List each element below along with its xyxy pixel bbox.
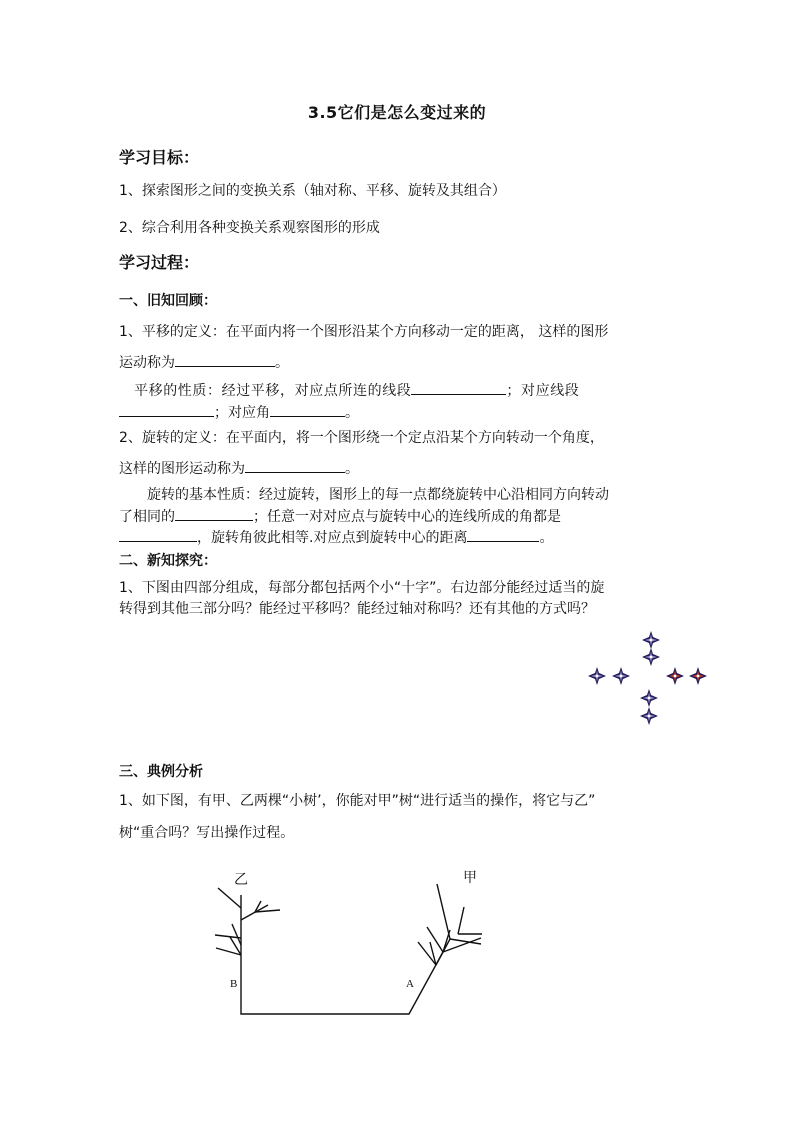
tree-jia xyxy=(418,884,482,965)
explore-heading: 二、新知探究： xyxy=(119,553,217,569)
process-heading: 学习过程： xyxy=(119,253,200,272)
example-heading: 三、典例分析 xyxy=(119,764,203,780)
cross-icon xyxy=(642,648,660,666)
cross-pattern-figure xyxy=(585,628,710,728)
page-title: 3.5它们是怎么变过来的 xyxy=(307,103,487,122)
rotation-definition-text: 这样的图形运动称为 xyxy=(119,461,245,477)
example-question-line1: 1、如下图，有甲、乙两棵“小树’，你能对甲”树“进行适当的操作，将它与乙” xyxy=(119,793,596,809)
objective-item-2: 2、综合利用各种变换关系观察图形的形成 xyxy=(119,220,380,236)
rotation-definition-line2 xyxy=(119,458,359,479)
point-a-label: A xyxy=(406,978,414,990)
objectives-heading: 学习目标： xyxy=(119,148,200,167)
cross-icon xyxy=(640,689,658,707)
tree-yi-label: 乙 xyxy=(234,871,248,887)
answer-blank[interactable] xyxy=(119,402,214,417)
answer-blank[interactable] xyxy=(467,527,539,542)
punctuation: 。 xyxy=(345,405,359,421)
rotation-property-line1: 旋转的基本性质：经过旋转，图形上的每一点都绕旋转中心沿相同方向转动 xyxy=(147,487,609,503)
answer-blank[interactable] xyxy=(175,506,253,521)
answer-blank[interactable] xyxy=(119,527,197,542)
cross-icon xyxy=(612,667,630,685)
translation-definition-line2 xyxy=(119,352,289,373)
corresponding-angle-text: ；对应角 xyxy=(214,405,270,421)
cross-icon xyxy=(588,667,606,685)
translation-property-line2 xyxy=(119,402,359,423)
answer-blank[interactable] xyxy=(270,402,345,417)
explore-question-line2: 转得到其他三部分吗？能经过平移吗？能经过轴对称吗？还有其他的方式吗？ xyxy=(119,601,595,617)
translation-definition-text: 运动称为 xyxy=(119,355,175,371)
punctuation: 。 xyxy=(345,461,359,477)
translation-definition-line1: 1、平移的定义：在平面内将一个图形沿某个方向移动一定的距离， 这样的图形 xyxy=(119,324,609,340)
cross-icon xyxy=(642,631,660,649)
two-trees-figure xyxy=(200,862,500,1022)
translation-property-line1 xyxy=(134,380,579,401)
answer-blank[interactable] xyxy=(245,458,345,473)
tree-jia-label: 甲 xyxy=(463,869,477,885)
translation-property-text: 平移的性质：经过平移，对应点所连的线段 xyxy=(134,383,412,399)
rotation-property-text: 了相同的 xyxy=(119,509,175,525)
objective-item-1: 1、探索图形之间的变换关系（轴对称、平移、旋转及其组合） xyxy=(119,183,506,199)
translation-property-text-2: ；对应线段 xyxy=(506,383,580,399)
answer-blank[interactable] xyxy=(175,352,275,367)
explore-question-line1: 1、下图由四部分组成，每部分都包括两个小“十字”。右边部分能经过适当的旋 xyxy=(119,580,605,596)
cross-icon-highlighted xyxy=(666,667,684,685)
rotation-definition-line1: 2、旋转的定义：在平面内，将一个图形绕一个定点沿某个方向转动一个角度， xyxy=(119,430,604,446)
example-question-line2: 树“重合吗？写出操作过程。 xyxy=(119,825,295,841)
cross-icon-highlighted xyxy=(689,667,707,685)
rotation-property-line3 xyxy=(119,527,553,548)
tree-yi xyxy=(215,888,280,955)
rotation-property-text-3: ，旋转角彼此相等.对应点到旋转中心的距离 xyxy=(197,530,468,546)
cross-icon xyxy=(640,707,658,725)
punctuation: 。 xyxy=(539,530,554,546)
punctuation: 。 xyxy=(275,355,289,371)
rotation-property-text-2: ；任意一对对应点与旋转中心的连线所成的角都是 xyxy=(253,509,561,525)
point-b-label: B xyxy=(230,978,238,990)
review-heading: 一、旧知回顾： xyxy=(119,293,217,309)
base-outline xyxy=(241,895,443,1014)
answer-blank[interactable] xyxy=(411,380,506,395)
rotation-property-line2 xyxy=(119,506,561,527)
